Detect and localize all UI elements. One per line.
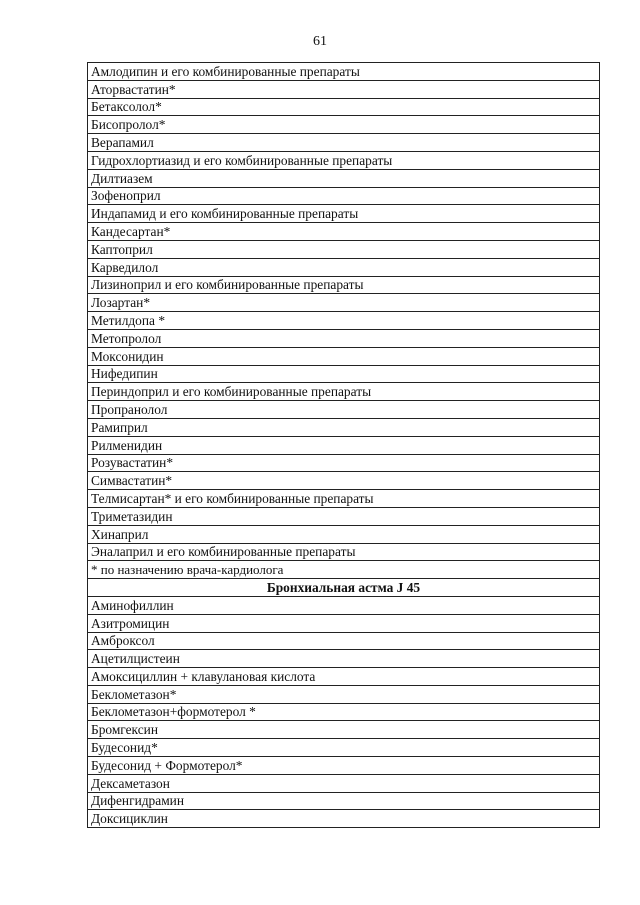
section-header: Бронхиальная астма J 45 (88, 579, 600, 597)
drug-name-cell: Дексаметазон (88, 774, 600, 792)
table-row (88, 490, 600, 508)
drug-name-cell: Амлодипин и его комбинированные препараты (88, 63, 600, 81)
drug-name-cell: Рамиприл (88, 418, 600, 436)
drug-name-cell: Верапамил (88, 134, 600, 152)
drug-name-cell: Метопролол (88, 329, 600, 347)
table-row (88, 418, 600, 436)
table-row (88, 668, 600, 686)
table-row (88, 703, 600, 721)
table-row (88, 169, 600, 187)
drug-list-body (88, 63, 600, 828)
table-row (88, 757, 600, 775)
drug-name-cell: Бисопролол* (88, 116, 600, 134)
table-row (88, 240, 600, 258)
drug-name-cell: Лизиноприл и его комбинированные препараты (88, 276, 600, 294)
table-row (88, 329, 600, 347)
table-row (88, 543, 600, 561)
table-row (88, 739, 600, 757)
drug-name-cell: Рилменидин (88, 436, 600, 454)
drug-name-cell: Нифедипин (88, 365, 600, 383)
table-row (88, 650, 600, 668)
drug-name-cell: Бетаксолол* (88, 98, 600, 116)
drug-name-cell: Бромгексин (88, 721, 600, 739)
table-row (88, 347, 600, 365)
table-row (88, 632, 600, 650)
drug-name-cell: Азитромицин (88, 614, 600, 632)
drug-name-cell: Беклометазон+формотерол * (88, 703, 600, 721)
drug-name-cell: Периндоприл и его комбинированные препараты (88, 383, 600, 401)
table-row (88, 454, 600, 472)
table-row (88, 205, 600, 223)
table-row (88, 80, 600, 98)
drug-name-cell: Метилдопа * (88, 312, 600, 330)
page-number: 61 (313, 34, 327, 49)
drug-name-cell: Симвастатин* (88, 472, 600, 490)
table-row (88, 401, 600, 419)
table-row (88, 276, 600, 294)
drug-name-cell: Каптоприл (88, 240, 600, 258)
table-row (88, 223, 600, 241)
drug-name-cell: Зофеноприл (88, 187, 600, 205)
drug-name-cell: Моксонидин (88, 347, 600, 365)
table-row (88, 792, 600, 810)
table-row (88, 525, 600, 543)
table-row (88, 507, 600, 525)
table-row (88, 187, 600, 205)
footnote-cell: * по назначению врача-кардиолога (88, 561, 600, 579)
footnote-row (88, 561, 600, 579)
drug-name-cell: Амоксициллин + клавулановая кислота (88, 668, 600, 686)
drug-name-cell: Телмисартан* и его комбинированные препараты (88, 490, 600, 508)
drug-name-cell: Карведилол (88, 258, 600, 276)
drug-name-cell: Дифенгидрамин (88, 792, 600, 810)
table-row (88, 312, 600, 330)
table-row (88, 134, 600, 152)
drug-name-cell: Будесонид* (88, 739, 600, 757)
table-row (88, 721, 600, 739)
drug-name-cell: Кандесартан* (88, 223, 600, 241)
drug-name-cell: Будесонид + Формотерол* (88, 757, 600, 775)
drug-name-cell: Триметазидин (88, 507, 600, 525)
table-row (88, 98, 600, 116)
table-row (88, 472, 600, 490)
table-row (88, 596, 600, 614)
table-row (88, 810, 600, 828)
drug-name-cell: Хинаприл (88, 525, 600, 543)
table-row (88, 614, 600, 632)
section-header-row (88, 579, 600, 597)
table-row (88, 151, 600, 169)
drug-name-cell: Индапамид и его комбинированные препараты (88, 205, 600, 223)
drug-name-cell: Аминофиллин (88, 596, 600, 614)
drug-list-table (87, 62, 600, 828)
table-row (88, 258, 600, 276)
table-row (88, 436, 600, 454)
drug-name-cell: Ацетилцистеин (88, 650, 600, 668)
table-row (88, 63, 600, 81)
drug-name-cell: Беклометазон* (88, 685, 600, 703)
drug-name-cell: Гидрохлортиазид и его комбинированные препараты (88, 151, 600, 169)
drug-name-cell: Доксициклин (88, 810, 600, 828)
drug-name-cell: Пропранолол (88, 401, 600, 419)
table-row (88, 774, 600, 792)
table-row (88, 116, 600, 134)
drug-name-cell: Дилтиазем (88, 169, 600, 187)
drug-name-cell: Эналаприл и его комбинированные препараты (88, 543, 600, 561)
table-row (88, 365, 600, 383)
drug-name-cell: Лозартан* (88, 294, 600, 312)
drug-name-cell: Амброксол (88, 632, 600, 650)
drug-name-cell: Аторвастатин* (88, 80, 600, 98)
drug-name-cell: Розувастатин* (88, 454, 600, 472)
table-row (88, 294, 600, 312)
table-row (88, 383, 600, 401)
table-row (88, 685, 600, 703)
